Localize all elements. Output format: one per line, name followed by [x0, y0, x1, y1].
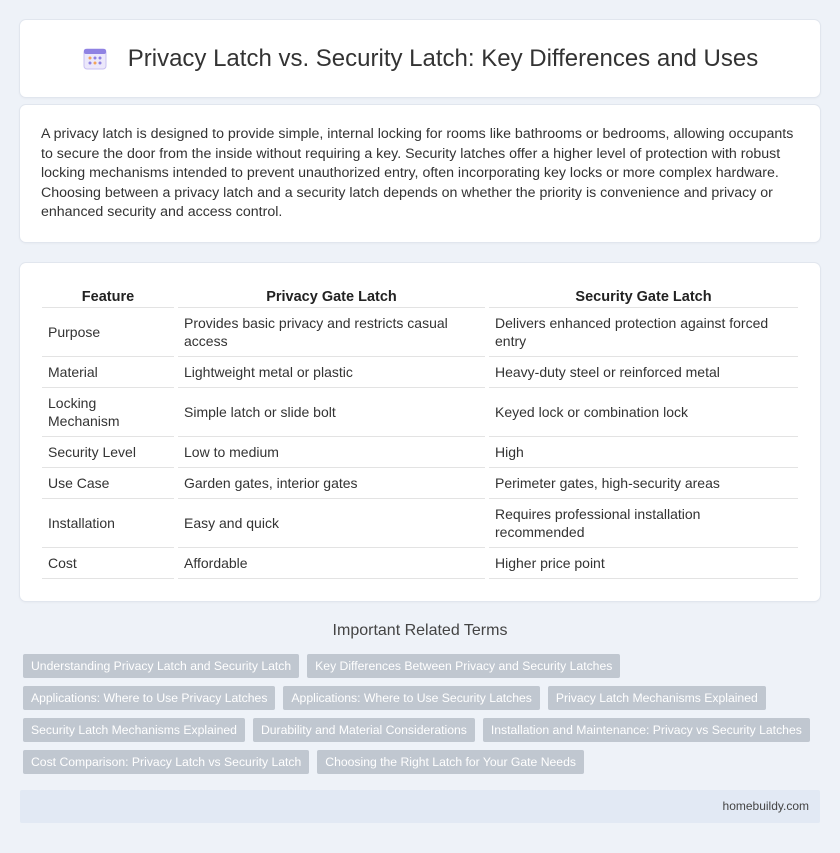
- table-row: [42, 388, 798, 437]
- column-header-privacy: Privacy Gate Latch: [178, 283, 485, 308]
- related-term-tag[interactable]: Applications: Where to Use Privacy Latches: [23, 686, 275, 710]
- feature-cell: Locking Mechanism: [42, 388, 174, 437]
- comparison-table: [38, 283, 802, 579]
- privacy-cell: Affordable: [178, 548, 485, 579]
- feature-cell: Use Case: [42, 468, 174, 499]
- table-header-row: [42, 283, 798, 308]
- security-cell: Requires professional installation recommended: [489, 499, 798, 548]
- calendar-grid-icon: [82, 45, 108, 71]
- intro-card: [20, 105, 820, 242]
- intro-paragraph: A privacy latch is designed to provide simple, internal locking for rooms like bathrooms or bedrooms, allowing occupants to secure the door from the inside without requiring a key. Security latches offer a higher level of protection with robust locking mechanisms intended to prevent unauthorized entry, often incorporating key locks or more complex hardware. Choosing between a privacy latch and a security latch depends on whether the priority is convenience and privacy or enhanced security and access control.: [41, 126, 794, 220]
- footer-site-link[interactable]: homebuildy.com: [722, 799, 809, 813]
- related-terms-title: Important Related Terms: [332, 622, 508, 639]
- related-terms-list: [23, 654, 823, 782]
- feature-cell: Security Level: [42, 437, 174, 468]
- related-term-tag[interactable]: Security Latch Mechanisms Explained: [23, 718, 245, 742]
- related-term-tag[interactable]: Durability and Material Considerations: [253, 718, 475, 742]
- security-cell: Perimeter gates, high-security areas: [489, 468, 798, 499]
- security-cell: Keyed lock or combination lock: [489, 388, 798, 437]
- column-header-feature: Feature: [42, 283, 174, 308]
- feature-cell: Installation: [42, 499, 174, 548]
- column-header-security: Security Gate Latch: [489, 283, 798, 308]
- comparison-card: [20, 263, 820, 601]
- related-term-tag[interactable]: Cost Comparison: Privacy Latch vs Security Latch: [23, 750, 309, 774]
- security-cell: Higher price point: [489, 548, 798, 579]
- table-row: [42, 308, 798, 357]
- feature-cell: Purpose: [42, 308, 174, 357]
- table-row: [42, 499, 798, 548]
- related-term-tag[interactable]: Applications: Where to Use Security Latches: [283, 686, 539, 710]
- security-cell: Delivers enhanced protection against forced entry: [489, 308, 798, 357]
- privacy-cell: Low to medium: [178, 437, 485, 468]
- security-cell: Heavy-duty steel or reinforced metal: [489, 357, 798, 388]
- feature-cell: Material: [42, 357, 174, 388]
- page-footer: [20, 790, 820, 823]
- page-title: Privacy Latch vs. Security Latch: Key Differences and Uses: [127, 44, 759, 72]
- security-cell: High: [489, 437, 798, 468]
- related-term-tag[interactable]: Choosing the Right Latch for Your Gate Needs: [317, 750, 584, 774]
- related-term-tag[interactable]: Understanding Privacy Latch and Security Latch: [23, 654, 299, 678]
- related-term-tag[interactable]: Privacy Latch Mechanisms Explained: [548, 686, 766, 710]
- privacy-cell: Provides basic privacy and restricts casual access: [178, 308, 485, 357]
- feature-cell: Cost: [42, 548, 174, 579]
- privacy-cell: Easy and quick: [178, 499, 485, 548]
- related-term-tag[interactable]: Key Differences Between Privacy and Security Latches: [307, 654, 620, 678]
- privacy-cell: Lightweight metal or plastic: [178, 357, 485, 388]
- privacy-cell: Simple latch or slide bolt: [178, 388, 485, 437]
- table-row: [42, 548, 798, 579]
- table-row: [42, 357, 798, 388]
- privacy-cell: Garden gates, interior gates: [178, 468, 485, 499]
- table-row: [42, 468, 798, 499]
- related-term-tag[interactable]: Installation and Maintenance: Privacy vs Security Latches: [483, 718, 810, 742]
- page-header: [20, 20, 820, 97]
- table-row: [42, 437, 798, 468]
